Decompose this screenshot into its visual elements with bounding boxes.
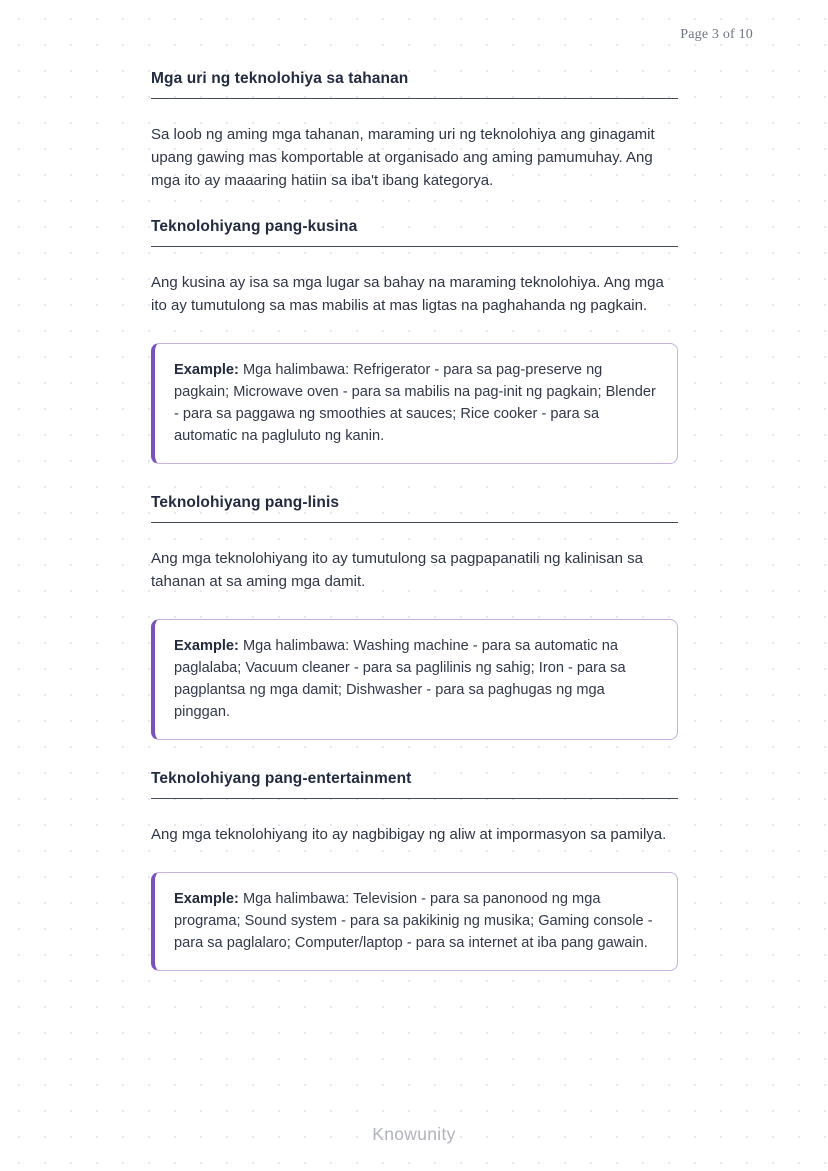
footer-brand-knowunity: Knowunity	[372, 1124, 456, 1144]
intro-paragraph: Sa loob ng aming mga tahanan, maraming uri ng teknolohiya ang ginagamit upang gawing mas komportable at organisado ang aming pamumuhay. Ang mga ito ay maaaring hatiin sa iba't ibang kategorya.	[151, 126, 655, 189]
example-paragraph	[174, 635, 657, 723]
example-body: Mga halimbawa: Refrigerator - para sa pag-preserve ng pagkain; Microwave oven - para sa mabilis na pag-init ng pagkain; Blender - para sa paggawa ng smoothies at sauces; Rice cooker - para sa automatic na pagluluto ng kanin.	[174, 362, 656, 444]
section-heading: Teknolohiyang pang-kusina	[151, 218, 678, 247]
example-box	[151, 343, 678, 464]
example-paragraph	[174, 359, 657, 447]
section-heading: Teknolohiyang pang-linis	[151, 494, 678, 523]
example-box	[151, 619, 678, 740]
example-box	[151, 872, 678, 971]
example-body: Mga halimbawa: Television - para sa panonood ng mga programa; Sound system - para sa pakikinig ng musika; Gaming console - para sa paglalaro; Computer/laptop - para sa internet at iba pang gawain.	[174, 891, 653, 951]
example-body: Mga halimbawa: Washing machine - para sa automatic na paglalaba; Vacuum cleaner - para sa paglilinis ng sahig; Iron - para sa pagplantsa ng mga damit; Dishwasher - para sa paghugas ng mga pinggan.	[174, 638, 626, 720]
example-label: Example:	[174, 638, 239, 654]
document-content	[151, 70, 678, 1001]
section-linis	[151, 494, 678, 740]
section-kusina	[151, 218, 678, 464]
example-label: Example:	[174, 362, 239, 378]
section-body: Ang mga teknolohiyang ito ay nagbibigay ng aliw at impormasyon sa pamilya.	[151, 826, 667, 843]
section-body: Ang mga teknolohiyang ito ay tumutulong sa pagpapanatili ng kalinisan sa tahanan at sa aming mga damit.	[151, 550, 643, 590]
document-title: Mga uri ng teknolohiya sa tahanan	[151, 70, 678, 99]
section-heading: Teknolohiyang pang-entertainment	[151, 770, 678, 799]
example-label: Example:	[174, 891, 239, 907]
page-number-indicator: Page 3 of 10	[680, 27, 753, 42]
section-body: Ang kusina ay isa sa mga lugar sa bahay na maraming teknolohiya. Ang mga ito ay tumutulong sa mas mabilis at mas ligtas na paghahanda ng pagkain.	[151, 274, 664, 314]
example-paragraph	[174, 888, 657, 954]
section-entertainment	[151, 770, 678, 971]
